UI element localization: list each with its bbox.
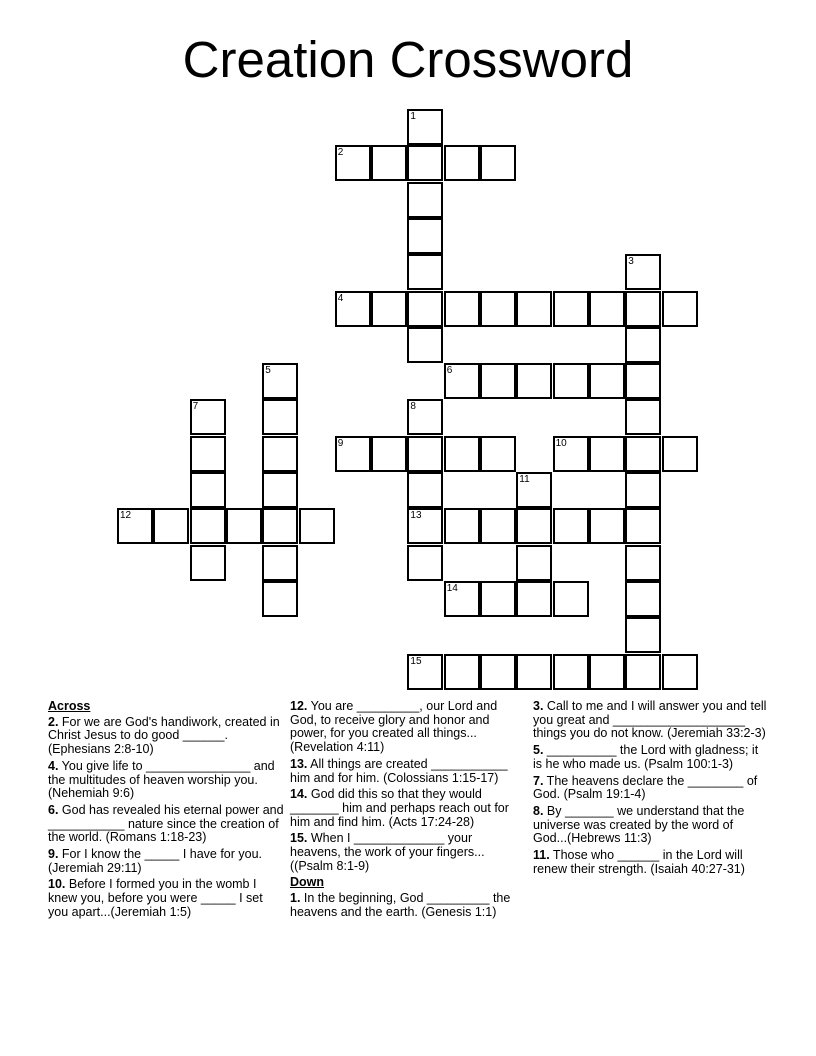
clue-number: 7. xyxy=(533,773,544,788)
clue-number-label: 12 xyxy=(120,510,132,522)
clue-number: 13. xyxy=(290,756,308,771)
grid-cell[interactable] xyxy=(407,182,443,218)
clue-number-label: 9 xyxy=(337,437,344,449)
clue-number-label: 11 xyxy=(519,474,530,485)
grid-cell[interactable] xyxy=(407,218,443,254)
clue-number-label: 1 xyxy=(410,111,416,122)
grid-cell[interactable] xyxy=(407,145,443,181)
grid-cell[interactable] xyxy=(371,436,407,472)
grid-cell[interactable] xyxy=(516,363,552,399)
grid-cell[interactable] xyxy=(480,363,516,399)
clue-number-label: 3 xyxy=(628,256,634,268)
grid-cell[interactable] xyxy=(262,581,298,617)
clue-number-label: 5 xyxy=(265,365,271,377)
grid-cell[interactable] xyxy=(662,654,698,690)
grid-cell[interactable] xyxy=(625,399,661,435)
grid-cell[interactable] xyxy=(190,399,226,435)
grid-cell[interactable] xyxy=(553,363,589,399)
grid-cell[interactable] xyxy=(444,363,480,399)
grid-cell[interactable] xyxy=(625,508,661,544)
across-heading: Across xyxy=(48,699,91,713)
grid-cell[interactable] xyxy=(407,545,443,581)
grid-cell[interactable] xyxy=(589,363,625,399)
grid-cell[interactable] xyxy=(589,436,625,472)
grid-cell[interactable] xyxy=(335,291,371,327)
clue-number: 2. xyxy=(48,714,59,729)
grid-cell[interactable] xyxy=(480,291,516,327)
grid-cell[interactable] xyxy=(407,327,443,363)
clue-text: When I _____________ your heavens, the work of your fingers...((Psalm 8:1-9) xyxy=(290,831,485,873)
clue-across-4 xyxy=(48,760,284,801)
clue-text: God did this so that they would _______ him and perhaps reach out for him and find him. (Acts 17:24-28) xyxy=(290,787,509,829)
grid-cell[interactable] xyxy=(444,654,480,690)
grid-cell[interactable] xyxy=(262,508,298,544)
clues-column-3 xyxy=(533,700,769,879)
clue-down-3 xyxy=(533,700,769,741)
grid-cell[interactable] xyxy=(625,363,661,399)
clue-number-label: 7 xyxy=(192,401,199,413)
grid-cell[interactable] xyxy=(480,145,516,181)
grid-cell[interactable] xyxy=(625,327,661,363)
clue-across-12 xyxy=(290,700,526,755)
grid-cell[interactable] xyxy=(407,508,443,544)
clue-number: 3. xyxy=(533,699,544,713)
grid-cell[interactable] xyxy=(553,581,589,617)
grid-cell[interactable] xyxy=(553,291,589,327)
grid-cell[interactable] xyxy=(553,436,589,472)
clue-across-13 xyxy=(290,758,526,785)
grid-cell[interactable] xyxy=(444,508,480,544)
clue-text: By _______ we understand that the universe was created by the word of God...(Hebrews 11:3) xyxy=(533,803,745,846)
clue-number: 12. xyxy=(290,699,308,713)
grid-cell[interactable] xyxy=(444,291,480,327)
grid-cell[interactable] xyxy=(407,472,443,508)
clue-text: In the beginning, God _________ the heavens and the earth. (Genesis 1:1) xyxy=(290,891,511,919)
grid-cell[interactable] xyxy=(153,508,189,544)
grid-cell[interactable] xyxy=(625,654,661,690)
grid-cell[interactable] xyxy=(589,291,625,327)
grid-cell[interactable] xyxy=(516,581,552,617)
grid-cell[interactable] xyxy=(190,436,226,472)
grid-cell[interactable] xyxy=(407,254,443,290)
clue-number: 15. xyxy=(290,831,308,846)
clue-number-label: 13 xyxy=(410,510,422,522)
clue-across-15 xyxy=(290,832,526,873)
clue-text: God has revealed his eternal power and ___________ nature since the creation of the world. (Romans 1:18-23) xyxy=(48,802,284,845)
clue-text: Call to me and I will answer you and tell you great and ___________________ things you do not know. (Jeremiah 33:2-3) xyxy=(533,699,767,741)
grid-cell[interactable] xyxy=(190,472,226,508)
clue-text: You are _________, our Lord and God, to receive glory and honor and power, for you created all things...(Revelation 4:11) xyxy=(290,699,498,755)
grid-cell[interactable] xyxy=(371,291,407,327)
grid-cell[interactable] xyxy=(516,472,552,508)
clue-across-14 xyxy=(290,788,526,829)
grid-cell[interactable] xyxy=(190,545,226,581)
grid-cell[interactable] xyxy=(407,436,443,472)
clue-text: The heavens declare the ________ of God. (Psalm 19:1-4) xyxy=(533,773,758,802)
grid-cell[interactable] xyxy=(480,508,516,544)
clue-down-11 xyxy=(533,849,769,876)
clue-down-7 xyxy=(533,775,769,802)
grid-cell[interactable] xyxy=(444,581,480,617)
grid-cell[interactable] xyxy=(262,363,298,399)
grid-cell[interactable] xyxy=(625,254,661,290)
grid-cell[interactable] xyxy=(662,436,698,472)
grid-cell[interactable] xyxy=(335,436,371,472)
grid-cell[interactable] xyxy=(262,472,298,508)
grid-cell[interactable] xyxy=(553,508,589,544)
clue-text: All things are created ___________ him and for him. (Colossians 1:15-17) xyxy=(290,756,508,785)
page-title: Creation Crossword xyxy=(182,31,634,88)
down-heading: Down xyxy=(290,875,325,890)
clue-across-9 xyxy=(48,848,284,875)
grid-cell[interactable] xyxy=(625,545,661,581)
grid-cell[interactable] xyxy=(371,145,407,181)
grid-cell[interactable] xyxy=(516,545,552,581)
grid-cell[interactable] xyxy=(516,508,552,544)
clue-text: You give life to _______________ and the multitudes of heaven worship you. (Nehemiah 9:6) xyxy=(48,758,275,801)
clue-text: Before I formed you in the womb I knew you, before you were _____ I set you apart...(Jeremiah 1:5) xyxy=(48,877,263,919)
grid-cell[interactable] xyxy=(589,508,625,544)
grid-cell[interactable] xyxy=(299,508,335,544)
clue-number: 4. xyxy=(48,758,59,773)
clue-number-label: 15 xyxy=(410,655,422,667)
grid-cell[interactable] xyxy=(625,617,661,653)
grid-cell[interactable] xyxy=(262,545,298,581)
grid-cell[interactable] xyxy=(662,291,698,327)
grid-cell[interactable] xyxy=(444,436,480,472)
grid-cell[interactable] xyxy=(589,654,625,690)
clue-number: 5. xyxy=(533,743,544,758)
clue-text: __________ the Lord with gladness; it is he who made us. (Psalm 100:1-3) xyxy=(533,743,759,771)
clue-number: 8. xyxy=(533,803,544,818)
grid-cell[interactable] xyxy=(553,654,589,690)
grid-cell[interactable] xyxy=(480,581,516,617)
clue-number: 9. xyxy=(48,847,59,862)
grid-cell[interactable] xyxy=(480,436,516,472)
grid-cell[interactable] xyxy=(516,291,552,327)
clue-text: For we are God's handiwork, created in Christ Jesus to do good ______. (Ephesians 2:8-10) xyxy=(48,714,280,757)
grid-cell[interactable] xyxy=(407,291,443,327)
grid-cell[interactable] xyxy=(226,508,262,544)
clue-number: 11. xyxy=(533,848,550,863)
grid-cell[interactable] xyxy=(190,508,226,544)
clue-number-label: 10 xyxy=(555,437,567,449)
clue-number-label: 2 xyxy=(337,147,344,159)
clue-number-label: 6 xyxy=(446,365,453,377)
clues-column-2 xyxy=(290,700,526,923)
clue-number: 1. xyxy=(290,891,301,906)
clue-number: 10. xyxy=(48,877,66,892)
grid-cell[interactable] xyxy=(444,145,480,181)
grid-cell[interactable] xyxy=(262,436,298,472)
clue-number: 14. xyxy=(290,787,308,802)
clue-across-6 xyxy=(48,804,284,845)
grid-cell[interactable] xyxy=(480,654,516,690)
clue-text: For I know the _____ I have for you. (Jeremiah 29:11) xyxy=(48,847,263,875)
clue-across-10 xyxy=(48,878,284,919)
clue-down-1 xyxy=(290,892,526,919)
grid-cell[interactable] xyxy=(625,581,661,617)
clues-column-1 xyxy=(48,700,284,923)
clue-down-8 xyxy=(533,805,769,846)
grid-cell[interactable] xyxy=(262,399,298,435)
grid-cell[interactable] xyxy=(625,291,661,327)
grid-cell[interactable] xyxy=(625,436,661,472)
grid-cell[interactable] xyxy=(335,145,371,181)
clue-number-label: 8 xyxy=(410,401,416,413)
grid-cell[interactable] xyxy=(407,109,443,145)
grid-cell[interactable] xyxy=(407,399,443,435)
grid-cell[interactable] xyxy=(625,472,661,508)
clue-across-2 xyxy=(48,716,284,757)
clue-number-label: 4 xyxy=(337,292,344,304)
clue-down-5 xyxy=(533,744,769,771)
grid-cell[interactable] xyxy=(516,654,552,690)
clue-number: 6. xyxy=(48,802,59,817)
clue-text: Those who ______ in the Lord will renew their strength. (Isaiah 40:27-31) xyxy=(533,848,745,876)
clue-number-label: 14 xyxy=(446,582,458,594)
grid-cell[interactable] xyxy=(407,654,443,690)
grid-cell[interactable] xyxy=(117,508,153,544)
